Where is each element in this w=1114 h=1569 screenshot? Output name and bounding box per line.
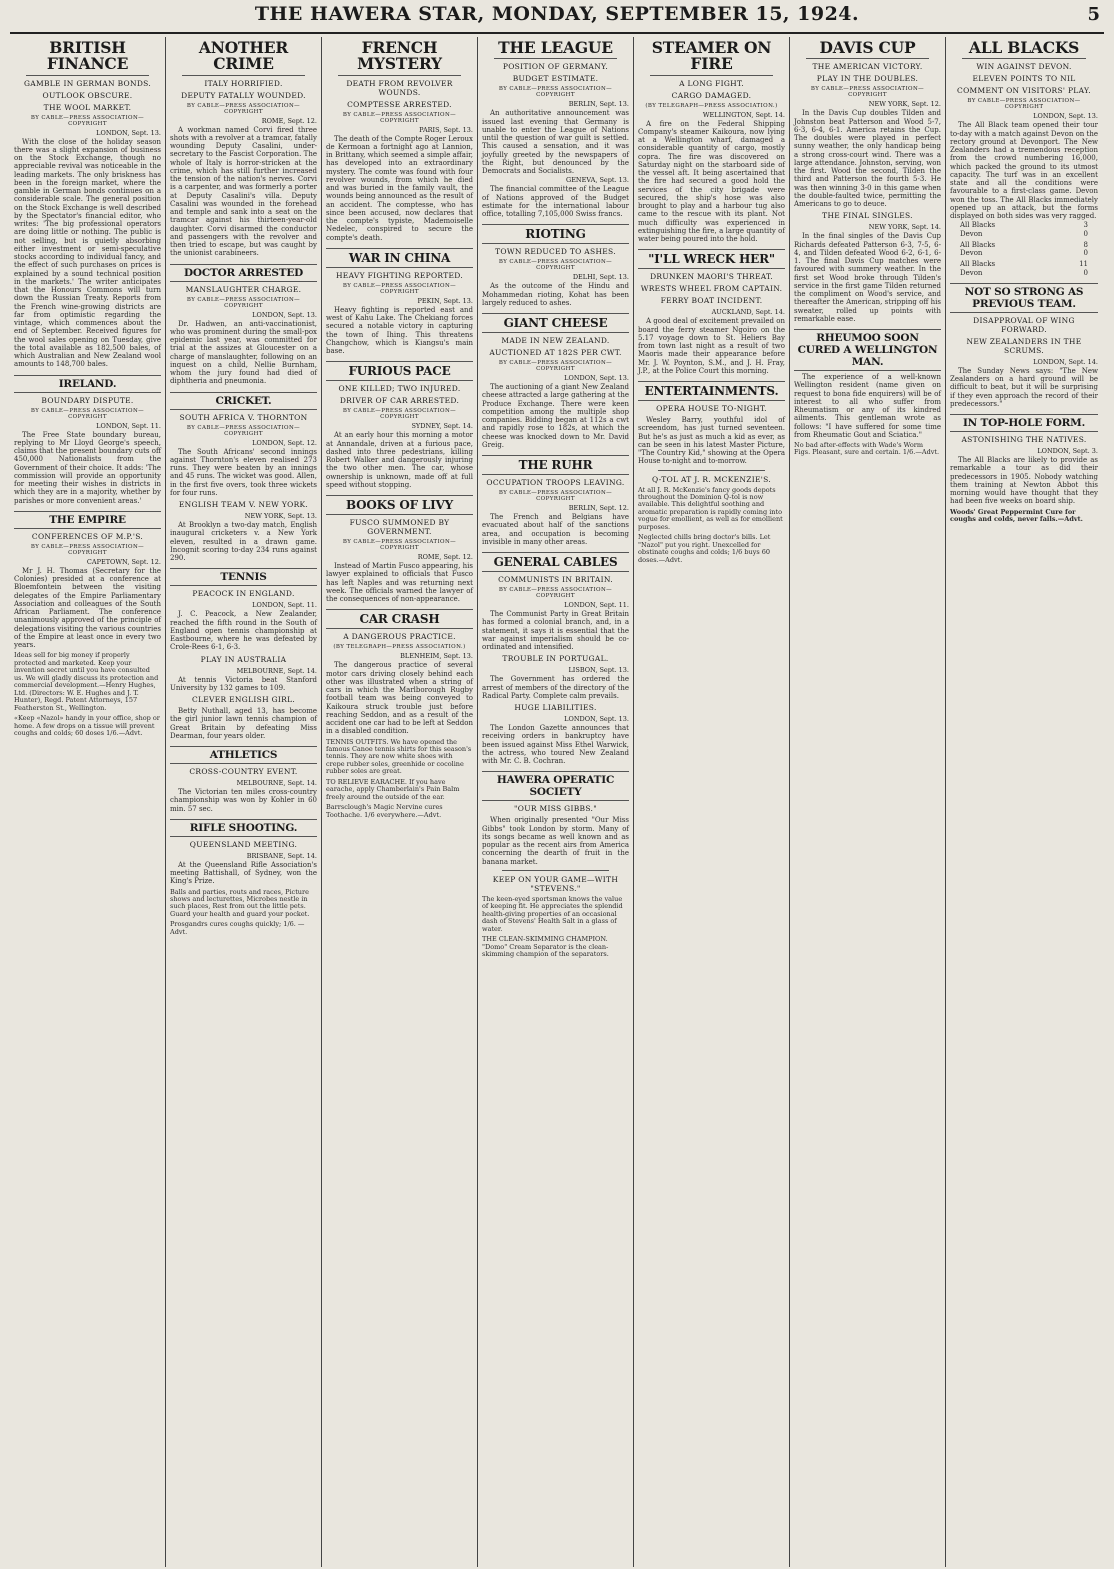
wire-credit: (BY TELEGRAPH—PRESS ASSOCIATION.) — [333, 644, 466, 651]
divider — [182, 75, 305, 76]
subheading: FUSCO SUMMONED BY GOVERNMENT. — [349, 518, 450, 537]
wire-credit: BY CABLE—PRESS ASSOCIATION—COPYRIGHT — [30, 543, 145, 556]
section-headline: IRELAND. — [14, 375, 161, 393]
advertisement: The keen-eyed sportsman knows the value of keeping fit. He appreciates the splendid health-giving properties of an occasional dash of Stevens' Health Salt in a glass of water. — [482, 894, 623, 933]
advertisement: Balls and parties, routs and races, Picture shows and lecturettes, Microbes nestle in such places, Rest from out the little pets. Guard your health and guard your pocket. — [170, 887, 310, 918]
subheading: QUEENSLAND MEETING. — [189, 839, 298, 849]
dateline: WELLINGTON, Sept. 14. — [702, 110, 785, 119]
column-davis-cup — [790, 37, 946, 1567]
advertisement: Barrsclough's Magic Nervine cures Toothache. 1/6 everywhere.—Advt. — [326, 803, 443, 819]
advertisement: «Keep «Nazol» handy in your office, shop or home. A few drops on a tissue will prevent coughs and colds; 60 doses 1/6.—Advt. — [14, 714, 160, 737]
wire-credit: BY CABLE—PRESS ASSOCIATION—COPYRIGHT — [498, 259, 613, 272]
article-body: Betty Nuthall, aged 13, has become the girl junior lawn tennis champion of Great Britain by defeating Miss Dearman, four years older. — [170, 707, 317, 740]
divider — [650, 75, 773, 76]
divider — [338, 75, 461, 76]
section-headline: ATHLETICS — [170, 746, 317, 764]
dateline: LONDON, Sept. 11. — [252, 601, 317, 610]
subheading: ITALY HORRIFIED. — [204, 78, 283, 88]
article-headline: ANOTHER CRIME — [198, 38, 289, 74]
dateline: AUCKLAND, Sept. 14. — [711, 308, 785, 317]
subheading: BOUNDARY DISPUTE. — [41, 395, 134, 405]
subheading: DRUNKEN MAORI'S THREAT. — [650, 272, 773, 282]
dateline: LONDON, Sept. 13. — [252, 310, 317, 319]
article-headline: BRITISH FINANCE — [46, 38, 129, 74]
subheading: OPERA HOUSE TO-NIGHT. — [656, 404, 767, 414]
score-line: Devon 0 — [960, 229, 1088, 238]
article-body: The dangerous practice of several motor cars driving closely behind each other was illustrated when a string of cars in which the Marlborough Rugby football team was being conveyed to Kaikoura struck trouble just before reaching Seddon, and as a result of the accident one car had to be left at Seddon in a disabled condition. — [326, 661, 473, 736]
column-the-league — [478, 37, 634, 1567]
subheading: COMPTESSE ARRESTED. — [347, 99, 452, 109]
dateline: LONDON, Sept. 12. — [252, 438, 317, 447]
wire-credit: BY CABLE—PRESS ASSOCIATION—COPYRIGHT — [30, 407, 145, 420]
dateline: LONDON, Sept. 11. — [96, 421, 161, 430]
divider — [806, 58, 929, 59]
subheading: OUTLOOK OBSCURE. — [42, 90, 133, 100]
article-body: An authoritative announcement was issued last evening that Germany is unable to enter the League of Nations until the question of war guilt is settled. This caused a sensation, and it was joyfully greeted by the newspapers of the Right, but denounced by the Democrats and Socialists. — [482, 109, 629, 176]
article-headline: STEAMER ON FIRE — [651, 38, 772, 74]
article-body: At Brooklyn a two-day match, English inaugural cricketers v. a New York eleven, resulted in a drawn game. Incognit scoring to-day 234 runs against 290. — [170, 521, 317, 563]
article-body: At tennis Victoria beat Stanford University by 132 games to 109. — [170, 675, 317, 692]
dateline: PEKIN, Sept. 13. — [417, 296, 473, 305]
section-headline: NOT SO STRONG AS PREVIOUS TEAM. — [950, 283, 1098, 313]
article-body: In the final singles of the Davis Cup Richards defeated Patterson 6-3, 7-5, 6-4, and Tilden defeated Wood 6-2, 6-1, 6-1. The final Davis Cup matches were favoured with summery weather. In the first set Wood broke through Tilden's service in the first game Tilden returned the compliment on Wood's service, and thereafter the American, stripping off his sweater, rolled up points with remarkable ease. — [794, 232, 941, 323]
subheading: A LONG FIGHT. — [679, 78, 744, 88]
article-headline: DAVIS CUP — [819, 38, 916, 57]
article-body: The South Africans' second innings against Thornton's eleven realised 273 runs. They were beaten by an innings and 45 runs. The wicket was good. Allen, in the first five overs, took three wickets for four runs. — [170, 447, 317, 497]
subheading: "OUR MISS GIBBS." — [514, 804, 597, 814]
advertisement: Prosgandrs cures coughs quickly; 1/6. —Advt. — [170, 920, 305, 936]
section-headline: CAR CRASH — [326, 609, 473, 629]
score-line: Devon 0 — [960, 268, 1088, 277]
page-number: 5 — [1087, 4, 1100, 25]
subheading: Q-TOL AT J. R. MCKENZIE'S. — [651, 474, 772, 484]
article-body: As the outcome of the Hindu and Mohammedan rioting, Kohat has been largely reduced to ashes. — [482, 282, 629, 307]
dateline: LONDON, Sept. 13. — [96, 128, 161, 137]
section-headline: FURIOUS PACE — [326, 361, 473, 381]
divider — [658, 470, 765, 471]
wire-credit: BY CABLE—PRESS ASSOCIATION—COPYRIGHT — [498, 86, 613, 99]
score-line: All Blacks 8 — [960, 240, 1088, 249]
divider — [494, 58, 617, 59]
wire-credit: BY CABLE—PRESS ASSOCIATION—COPYRIGHT — [186, 424, 301, 437]
article-body: Heavy fighting is reported east and west of Kahu Lake. The Chekiang forces secured a notable victory in capturing the town of Ihing. This threatens Changchow, which is Kiangsu's main base. — [326, 305, 473, 356]
section-headline: TENNIS — [170, 568, 317, 586]
dateline: LONDON, Sept. 13. — [564, 715, 629, 724]
wire-credit: BY CABLE—PRESS ASSOCIATION—COPYRIGHT — [810, 86, 925, 99]
advertisement: Ideas sell for big money if properly protected and marketed. Keep your invention secret until you have consulted us. We will gladly discuss its protection and commercial development.—Henry Hughes, Ltd. (Directors: W. E. Hughes and J. T. Hunter), Regd. Patent Attorneys, 157 Featherston St., Wellington. — [14, 651, 159, 712]
article-body: The Sunday News says: "The New Zealanders on a hard ground will be difficult to beat, but it will be surprising if they even approach the record of their predecessors." — [950, 366, 1098, 408]
section-headline: RIOTING — [482, 224, 629, 244]
article-body: The financial committee of the League of Nations approved of the Budget estimate for the international labour office, totalling 7,105,000 Swiss francs. — [482, 185, 629, 219]
section-headline: RHEUMOO SOON CURED A WELLINGTON MAN. — [794, 329, 941, 371]
article-body: The experience of a well-known Wellington resident (name given on request to bona fide enquirers) will be of interest to all who suffer from Rheumatism or any of its kindred ailments. This gentleman wrote as follows: "I have suffered for some time from Rheumatic Gout and Sciatica." — [794, 373, 941, 439]
dateline: GENEVA, Sept. 13. — [566, 176, 629, 185]
wire-credit: BY CABLE—PRESS ASSOCIATION—COPYRIGHT — [498, 587, 613, 600]
divider — [502, 870, 609, 871]
section-headline: THE EMPIRE — [14, 511, 161, 529]
subheading: DISAPPROVAL OF WING FORWARD. — [973, 315, 1075, 334]
article-body: The auctioning of a giant New Zealand cheese attracted a large gathering at the Produce Exchange. There were keen competition among the multiple shop companies. Bidding began at 112s a cwt and rapidly rose to 182s, at which the cheese was knocked down to Mr. David Greig. — [482, 383, 629, 449]
advertisement: Neglected chills bring doctor's bills. Let "Nazol" put you right. Unexcelled for obstinate coughs and colds; 1/6 buys 60 doses.—Advt. — [638, 533, 771, 564]
subheading: NEW ZEALANDERS IN THE SCRUMS. — [966, 336, 1082, 355]
dateline: ROME, Sept. 12. — [417, 553, 473, 562]
section-headline: RIFLE SHOOTING. — [170, 819, 317, 837]
dateline: CAPETOWN, Sept. 12. — [86, 557, 161, 566]
subheading: PLAY IN THE DOUBLES. — [816, 74, 919, 84]
subheading: TROUBLE IN PORTUGAL. — [502, 654, 609, 664]
subheading: MADE IN NEW ZEALAND. — [501, 336, 610, 346]
subheading: A DANGEROUS PRACTICE. — [343, 632, 456, 642]
section-headline: BOOKS OF LIVY — [326, 495, 473, 515]
dateline: BLENHEIM, Sept. 13. — [400, 652, 473, 661]
article-body: A workman named Corvi fired three shots with a revolver at a tramcar, fatally wounding Deputy Casalini, under-secretary to the Fascist Corporation. The whole of Italy is horror-stricken at the crime, which has still further increased the tension of the nation's nerves. Corvi is a carpenter, and was formerly a porter at Deputy Casalini's villa. Deputy Casalini was wounded in the forehead and temple and sank into a seat on the tramcar against his thirteen-year-old daughter. Corvi disarmed the conductor and passengers with the revolver and then tried to escape, but was caught by the unionist carabineers. — [170, 125, 317, 258]
subheading: COMMUNISTS IN BRITAIN. — [498, 575, 613, 585]
article-body: Instead of Martin Fusco appearing, his lawyer explained to officials that Fusco has left Naples and was returning next week. The officials warned the lawyer of the consequences of non-appearance. — [326, 562, 473, 604]
divider — [962, 58, 1086, 59]
advertisement: TO RELIEVE EARACHE. If you have earache, apply Chamberlain's Pain Balm freely around the outside of the ear. — [326, 777, 460, 801]
advertisement: THE CLEAN-SKIMMING CHAMPION. "Domo" Cream Separator is the clean-skimming champion of the separators. — [482, 935, 609, 959]
subheading: KEEP ON YOUR GAME—WITH "STEVENS." — [492, 874, 619, 893]
article-body: Mr J. H. Thomas (Secretary for the Colonies) presided at a conference at Bloemfontein between the visiting delegates of the Empire Parliamentary Association and colleagues of the South African Parliament. The conference unanimously approved of the principle of delegations visiting the various countries of the Empire at least once in every two years. — [14, 566, 161, 650]
article-body: The French and Belgians have evacuated about half of the sanctions area, and occupation is becoming invisible in many other areas. — [482, 513, 629, 546]
subheading: ELEVEN POINTS TO NIL — [972, 74, 1076, 84]
score-line: Devon 0 — [960, 249, 1088, 258]
section-headline: THE RUHR — [482, 455, 629, 475]
subheading: AUCTIONED AT 182S PER CWT. — [489, 348, 622, 358]
section-headline: DOCTOR ARRESTED — [170, 264, 317, 282]
section-headline: CRICKET. — [170, 392, 317, 410]
subheading: ENGLISH TEAM V. NEW YORK. — [178, 500, 309, 510]
dateline: MELBOURNE, Sept. 14. — [236, 779, 317, 788]
dateline: LONDON, Sept. 14. — [1033, 357, 1098, 366]
wire-credit: BY CABLE—PRESS ASSOCIATION—COPYRIGHT — [342, 111, 457, 124]
subheading: THE FINAL SINGLES. — [822, 211, 913, 221]
dateline: PARIS, Sept. 13. — [419, 125, 473, 134]
article-body: When originally presented "Our Miss Gibbs" took London by storm. Many of its songs became as well known and as popular as the recent airs from America concerning the dearth of fruit in the banana market. — [482, 816, 629, 866]
subheading: CROSS-COUNTRY EVENT. — [189, 767, 298, 777]
article-body: The Government has ordered the arrest of members of the directory of the Radical Party. Complete calm prevails. — [482, 675, 629, 700]
wire-credit: BY CABLE—PRESS ASSOCIATION—COPYRIGHT — [498, 360, 613, 373]
dateline: LISBON, Sept. 13. — [568, 666, 629, 675]
article-headline: THE LEAGUE — [498, 38, 613, 57]
advertisement: No bad after-effects with Wade's Worm Figs. Pleasant, sure and certain. 1/6.—Advt. — [794, 441, 940, 457]
subheading: HUGE LIABILITIES. — [514, 703, 597, 713]
subheading: CLEVER ENGLISH GIRL. — [191, 695, 296, 705]
subheading: ONE KILLED; TWO INJURED. — [338, 384, 461, 394]
article-body: The Victorian ten miles cross-country championship was won by Kohler in 60 min. 57 sec. — [170, 788, 317, 813]
article-body: The London Gazette announces that receiving orders in bankruptcy have been issued against Miss Ethel Warwick, the actress, who toured New Zealand with Mr. C. B. Cochran. — [482, 724, 629, 766]
wire-credit: BY CABLE—PRESS ASSOCIATION—COPYRIGHT — [186, 102, 301, 115]
wire-credit: BY CABLE—PRESS ASSOCIATION—COPYRIGHT — [498, 490, 613, 503]
wire-credit: (BY TELEGRAPH—PRESS ASSOCIATION.) — [645, 102, 778, 109]
article-body: At the Queensland Rifle Association's meeting Battishall, of Sydney, won the King's Prize. — [170, 860, 317, 886]
dateline: LONDON, Sept. 11. — [564, 601, 629, 610]
article-body: The Communist Party in Great Britain has formed a colonial branch, and, in a statement, it says it is essential that the war against imperialism should be co-ordinated and intensified. — [482, 610, 629, 652]
dateline: LONDON, Sept. 13. — [1033, 112, 1098, 121]
score-line: All Blacks 11 — [960, 260, 1088, 269]
section-headline: GIANT CHEESE — [482, 313, 629, 333]
subheading: TOWN REDUCED TO ASHES. — [495, 247, 616, 257]
columns — [10, 37, 1104, 1567]
subheading: MANSLAUGHTER CHARGE. — [185, 284, 302, 294]
article-headline: FRENCH MYSTERY — [357, 38, 442, 74]
advertisement: TENNIS OUTFITS. We have opened the famous Canoe tennis shirts for this season's tennis. They are now white shoes with crepe rubber soles, greenhide or cocoline rubber soles are great. — [326, 737, 472, 776]
article-body: A good deal of excitement prevailed on board the ferry steamer Ngoiro on the 5.17 voyage down to St. Heliers Bay from town last night as a result of two Maoris made their appearance before Mr. J. W. Poynton, S.M., and J. H. Fray, J.P., at the Police Court this morning. — [638, 317, 785, 375]
dateline: NEW YORK, Sept. 14. — [868, 223, 941, 232]
subheading: POSITION OF GERMANY. — [502, 62, 609, 72]
subheading: ASTONISHING THE NATIVES. — [961, 435, 1087, 445]
section-headline: IN TOP-HOLE FORM. — [950, 414, 1098, 432]
subheading: CARGO DAMAGED. — [671, 90, 752, 100]
column-british-finance — [10, 37, 166, 1567]
article-body: Wesley Barry, youthful idol of screendom, has just turned seventeen. But he's as just as much a kid as ever, as can be seen in his latest Master Picture, "The Country Kid," showing at the Opera House to-night and to-morrow. — [638, 416, 785, 466]
subheading: PEACOCK IN ENGLAND. — [192, 589, 295, 599]
article-body: The death of the Compte Roger Leroux de Kermoan a fortnight ago at Lannion, in Brittany, which seemed a simple affair, has developed into an extraordinary mystery. The comte was found with four revolver wounds, from which he died and was buried in the family vault, the wounds being announced as the result of an accident. The comptesse, who has since been accused, now declares that the compte's typiste, Mademoiselle Nedelec, conspired to secure the compte's death. — [326, 134, 473, 242]
subheading: WRESTS WHEEL FROM CAPTAIN. — [640, 284, 783, 294]
wire-credit: BY CABLE—PRESS ASSOCIATION—COPYRIGHT — [967, 98, 1081, 111]
section-headline: GENERAL CABLES — [482, 552, 629, 572]
subheading: WIN AGAINST DEVON. — [976, 62, 1072, 72]
wire-credit: BY CABLE—PRESS ASSOCIATION—COPYRIGHT — [342, 539, 457, 552]
wire-credit: BY CABLE—PRESS ASSOCIATION—COPYRIGHT — [186, 296, 301, 309]
subheading: THE WOOL MARKET. — [43, 102, 132, 112]
column-french-mystery — [322, 37, 478, 1567]
subheading: HEAVY FIGHTING REPORTED. — [335, 270, 464, 280]
article-body: The Free State boundary bureau, replying to Mr Lloyd George's speech, claims that the present boundary cuts off 450,000 Nationalists from the Government of their choice. It adds: 'The commission will provide an opportunity for meeting their wishes in districts in which they are in a majority, whether by parishes or more convenient areas.' — [14, 430, 161, 505]
article-body: A fire on the Federal Shipping Company's steamer Kaikoura, now lying at a Wellington wharf, damaged a considerable quantity of cargo, mostly copra. The fire was discovered on Saturday night on the starboard side of the vessel aft. It being ascertained that the fire had secured a good hold the services of the city brigade were secured, the ship's hose was also brought to play and a harbour tug also came to the rescue with its plant. Not much difficulty was experienced in extinguishing the fire, a large quantity of water being poured into the hold. — [638, 119, 785, 244]
dateline: LONDON, Sept. 3. — [1037, 447, 1098, 456]
dateline: BERLIN, Sept. 12. — [568, 504, 629, 513]
divider — [26, 75, 149, 76]
advertisement: Woods' Great Peppermint Cure for coughs and colds, never fails.—Advt. — [950, 507, 1083, 523]
section-headline: ENTERTAINMENTS. — [638, 381, 785, 401]
subheading: COMMENT ON VISITORS' PLAY. — [957, 86, 1091, 96]
subheading: FERRY BOAT INCIDENT. — [660, 296, 763, 306]
masthead-title: THE HAWERA STAR, MONDAY, SEPTEMBER 15, 1924. — [254, 3, 860, 25]
article-body: The All Black team opened their tour to-day with a match against Devon on the rectory ground at Devonport. The New Zealanders had a tremendous reception from the crowd numbering 16,000, which packed the ground to its utmost capacity. The turf was in an excellent state and all the conditions were favourable to a first-class game. Devon won the toss. The All Blacks immediately opened up an attack, but the forms displayed on both sides was very ragged. — [950, 121, 1098, 221]
article-body: At an early hour this morning a motor at Annandale, driven at a furious pace, dashed into three pedestrians, killing Robert Walker and dangerously injuring the two other men. The car, whose ownership is unknown, made off at full speed without stopping. — [326, 431, 473, 489]
subheading: GAMBLE IN GERMAN BONDS. — [23, 78, 152, 88]
subheading: PLAY IN AUSTRALIA — [200, 654, 287, 664]
dateline: DELHI, Sept. 13. — [572, 273, 629, 282]
dateline: MELBOURNE, Sept. 14. — [236, 666, 317, 675]
article-body: J. C. Peacock, a New Zealander, reached the fifth round in the South of England open tennis championship at Eastbourne, where he was defeated by Crole-Rees 6-1, 6-3. — [170, 610, 317, 652]
masthead — [10, 0, 1104, 34]
subheading: DRIVER OF CAR ARRESTED. — [339, 396, 460, 406]
article-body: In the Davis Cup doubles Tilden and Johnston beat Patterson and Wood 5-7, 6-3, 6-4, 6-1. America retains the Cup. The doubles were played in perfect sunny weather, the only handicap being a strong cross-court wind. There was a large attendance. Johnston, serving, won the first. Wood the second, Tilden the third and Patterson the fourth 5-3. He was then winning 3-0 in this game when the double-faulted twice, permitting the Americans to go to deuce. — [794, 109, 941, 209]
subheading: THE AMERICAN VICTORY. — [812, 62, 923, 72]
dateline: LONDON, Sept. 13. — [564, 374, 629, 383]
subheading: BUDGET ESTIMATE. — [512, 74, 599, 84]
column-steamer-on-fire — [634, 37, 790, 1567]
article-headline: ALL BLACKS — [968, 38, 1080, 57]
wire-credit: BY CABLE—PRESS ASSOCIATION—COPYRIGHT — [342, 282, 457, 295]
wire-credit: BY CABLE—PRESS ASSOCIATION—COPYRIGHT — [342, 408, 457, 421]
section-headline: WAR IN CHINA — [326, 248, 473, 268]
subheading: OCCUPATION TROOPS LEAVING. — [486, 478, 625, 488]
article-body: The All Blacks are likely to provide as remarkable a tour as did their predecessors in 1905. Nobody watching them training at Newton Abbot this morning would have thought that they had been five weeks on board ship. — [950, 456, 1098, 506]
score-line: All Blacks 3 — [960, 221, 1088, 230]
dateline: BRISBANE, Sept. 14. — [246, 851, 317, 860]
article-body: Dr. Hadwen, an anti-vaccinationist, who was prominent during the small-pox epidemic last year, was committed for trial at the assizes at Gloucester on a charge of manslaughter, following on an inquest on a child, Nellie Burnham, whom the jury found had died of diphtheria and pneumonia. — [170, 319, 317, 386]
article-body: With the close of the holiday season there was a slight expansion of business on the Stock Exchange, though no appreciable revival was noticeable in the leading markets. The only briskness has been in the foreign market, where the gamble in German bonds continues on a considerable scale. The general position on the Stock Exchange is well described by the Spectator's financial editor, who writes: 'The big professional operators are doing little or nothing. The public is not selling, but is quietly absorbing either investment or semi-speculative stocks according to individual fancy, and the effect of such purchases on prices is explained by a sound technical position in the markets.' The writer anticipates that the Honours Commons will turn down the Russian Treaty. Reports from the French wine-growing districts are far from optimistic regarding the vintage, which commences about the end of September. Received figures for the wool sales opening on Tuesday, give the total available as 182,500 bales, of which Australian and New Zealand wool amounts to 148,700 bales. — [14, 137, 161, 369]
subheading: DEATH FROM REVOLVER WOUNDS. — [346, 78, 453, 97]
wire-credit: BY CABLE—PRESS ASSOCIATION—COPYRIGHT — [30, 114, 145, 127]
dateline: NEW YORK, Sept. 12. — [868, 100, 941, 109]
dateline: BERLIN, Sept. 13. — [568, 100, 629, 109]
dateline: ROME, Sept. 12. — [261, 116, 317, 125]
subheading: SOUTH AFRICA V. THORNTON — [179, 412, 308, 422]
section-headline: "I'LL WRECK HER" — [638, 249, 785, 269]
dateline: SYDNEY, Sept. 14. — [411, 422, 473, 431]
subheading: DEPUTY FATALLY WOUNDED. — [181, 90, 306, 100]
subheading: CONFERENCES OF M.P.'S. — [31, 531, 144, 541]
section-headline: HAWERA OPERATIC SOCIETY — [482, 771, 629, 801]
advertisement: At all J. R. McKenzie's fancy goods depots throughout the Dominion Q-tol is now available. This delightful soothing and aromatic preparation is rapidly coming into vogue for emollient, as well as for emollient purposes. — [638, 485, 783, 531]
dateline: NEW YORK, Sept. 13. — [244, 512, 317, 521]
column-another-crime — [166, 37, 322, 1567]
column-all-blacks — [946, 37, 1102, 1567]
